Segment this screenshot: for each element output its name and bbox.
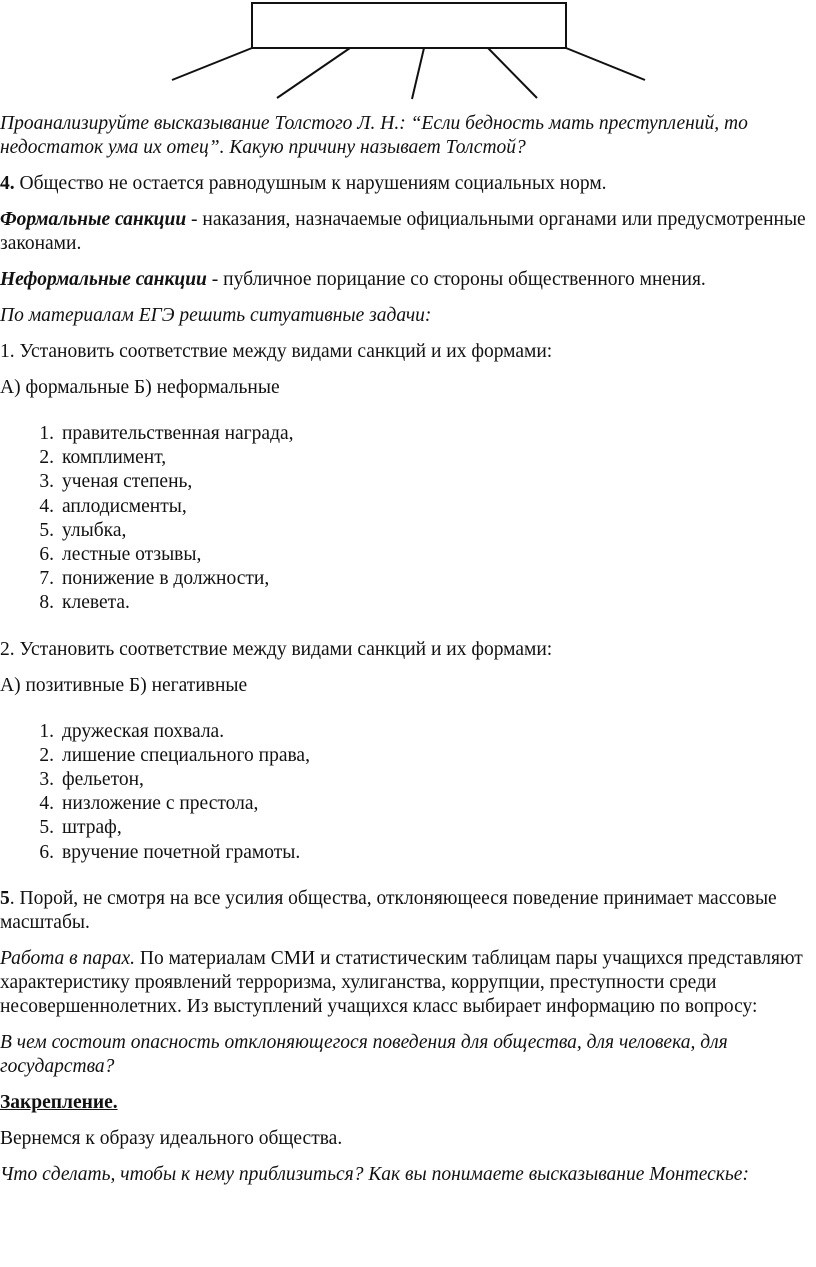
section-text: Общество не остается равнодушным к нарушениям социальных норм. <box>14 173 607 194</box>
list-item: 3. ученая степень, <box>39 471 193 493</box>
term: Формальные санкции <box>0 209 187 230</box>
final-question: Что сделать, чтобы к нему приблизиться? Как вы понимаете высказывание Монтескье: <box>0 1163 749 1185</box>
list-item: 7. понижение в должности, <box>39 568 270 590</box>
scheme-branch-line <box>412 48 424 99</box>
pair-work-text: По материалам СМИ и статистическим таблицам пары учащихся представляют характеристику проявлений терроризма, хулиганства, коррупции, преступности среди несовершеннолетних. Из выступлений учащихся класс выбирает информацию по вопросу: <box>0 947 803 1017</box>
term: Неформальные санкции <box>0 269 207 290</box>
pair-work-paragraph <box>0 947 812 1019</box>
list-item: 1. правительственная награда, <box>39 423 294 444</box>
section-4-intro <box>0 172 812 196</box>
section-number: 5 <box>0 887 10 909</box>
task2-title: 2. Установить соответствие между видами санкций и их формами: <box>0 638 553 660</box>
scheme-branch-line <box>172 48 252 80</box>
task1-list <box>0 422 812 616</box>
list-item: 6. лестные отзывы, <box>39 544 202 566</box>
task2-list <box>0 720 812 865</box>
document-body <box>0 112 812 1199</box>
section-number: 4. <box>0 173 15 194</box>
informal-sanctions-definition <box>0 268 812 292</box>
list-item: 6. вручение почетной грамоты. <box>39 841 301 863</box>
list-item: 5. улыбка, <box>39 519 127 541</box>
list-item: 3. фельетон, <box>39 769 144 791</box>
list-item: 1. дружеская похвала. <box>39 720 225 742</box>
definition: - публичное порицание со стороны общественного мнения. <box>206 269 706 290</box>
scheme-diagram <box>0 0 816 105</box>
task1-title: 1. Установить соответствие между видами санкций и их формами: <box>0 341 553 362</box>
list-item: 2. комплимент, <box>39 447 167 469</box>
formal-sanctions-definition <box>0 208 812 256</box>
pair-work-label: Работа в парах. <box>0 947 136 969</box>
scheme-branch-line <box>566 48 645 80</box>
scheme-branch-line <box>488 48 537 98</box>
list-item: 8. клевета. <box>39 592 130 614</box>
scheme-center-box <box>252 3 566 48</box>
task2-options: А) позитивные Б) негативные <box>0 674 248 696</box>
definition: - наказания, назначаемые официальными органами или предусмотренные законами. <box>0 209 806 254</box>
list-item: 4. низложение с престола, <box>39 793 259 815</box>
scheme-branch-line <box>277 48 350 98</box>
section-text: . Порой, не смотря на все усилия общества, отклоняющееся поведение принимает массовые масштабы. <box>0 887 777 933</box>
list-item: 5. штраф, <box>39 817 122 839</box>
section-heading: Закрепление. <box>0 1091 118 1113</box>
task1-options: А) формальные Б) неформальные <box>0 377 280 398</box>
discussion-question: В чем состоит опасность отклоняющегося поведения для общества, для человека, для государства? <box>0 1031 728 1077</box>
section-5-intro <box>0 887 812 935</box>
return-text: Вернемся к образу идеального общества. <box>0 1127 343 1149</box>
tolstoy-quote-task: Проанализируйте высказывание Толстого Л. Н.: “Если бедность мать преступлений, то недостаток ума их отец”. Какую причину называет Толстой? <box>0 113 748 158</box>
task-intro: По материалам ЕГЭ решить ситуативные задачи: <box>0 305 432 326</box>
list-item: 4. аплодисменты, <box>39 495 187 517</box>
list-item: 2. лишение специального права, <box>39 744 310 766</box>
